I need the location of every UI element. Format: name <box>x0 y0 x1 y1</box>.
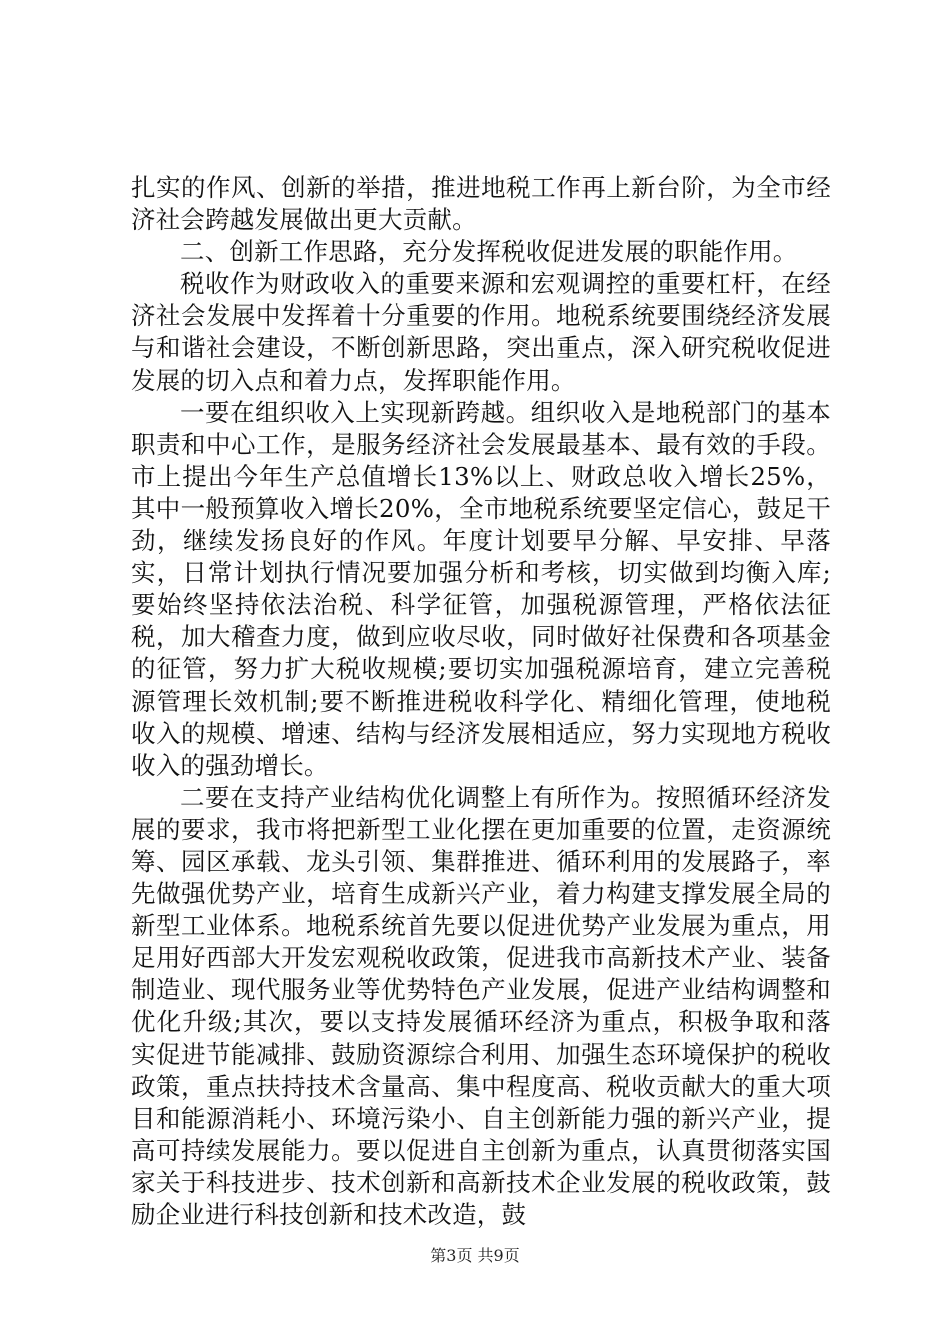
paragraph-continuation: 扎实的作风、创新的举措，推进地税工作再上新台阶，为全市经济社会跨越发展做出更大贡献。 <box>131 173 831 235</box>
section-heading: 二、创新工作思路，充分发挥税收促进发展的职能作用。 <box>180 237 798 267</box>
document-body <box>131 172 831 1231</box>
page-number-footer: 第3页 共9页 <box>430 1246 520 1265</box>
paragraph-tax-role: 税收作为财政收入的重要来源和宏观调控的重要杠杆，在经济社会发展中发挥着十分重要的作用。地税系统要围绕经济发展与和谐社会建设，不断创新思路，突出重点，深入研究税收促进发展的切入点和着力点，发挥职能作用。 <box>131 269 831 395</box>
paragraph-revenue: 一要在组织收入上实现新跨越。组织收入是地税部门的基本职责和中心工作，是服务经济社会发展最基本、最有效的手段。市上提出今年生产总值增长13%以上、财政总收入增长25%，其中一般预算收入增长20%，全市地税系统要坚定信心，鼓足干劲，继续发扬良好的作风。年度计划要早分解、早安排、早落实，日常计划执行情况要加强分析和考核，切实做到均衡入库;要始终坚持依法治税、科学征管，加强税源管理，严格依法征税，加大稽查力度，做到应收尽收，同时做好社保费和各项基金的征管，努力扩大税收规模;要切实加强税源培育，建立完善税源管理长效机制;要不断推进税收科学化、精细化管理，使地税收入的规模、增速、结构与经济发展相适应，努力实现地方税收收入的强劲增长。 <box>131 397 831 780</box>
paragraph-industry: 二要在支持产业结构优化调整上有所作为。按照循环经济发展的要求，我市将把新型工业化摆在更加重要的位置，走资源统筹、园区承载、龙头引领、集群推进、循环利用的发展路子，率先做强优势产业，培育生成新兴产业，着力构建支撑发展全局的新型工业体系。地税系统首先要以促进优势产业发展为重点，用足用好西部大开发宏观税收政策，促进我市高新技术产业、装备制造业、现代服务业等优势特色产业发展，促进产业结构调整和优化升级;其次，要以支持发展循环经济为重点，积极争取和落实促进节能减排、鼓励资源综合利用、加强生态环境保护的税收政策，重点扶持技术含量高、集中程度高、税收贡献大的重大项目和能源消耗小、环境污染小、自主创新能力强的新兴产业，提高可持续发展能力。要以促进自主创新为重点，认真贯彻落实国家关于科技进步、技术创新和高新技术企业发展的税收政策，鼓励企业进行科技创新和技术改造，鼓 <box>131 782 831 1229</box>
